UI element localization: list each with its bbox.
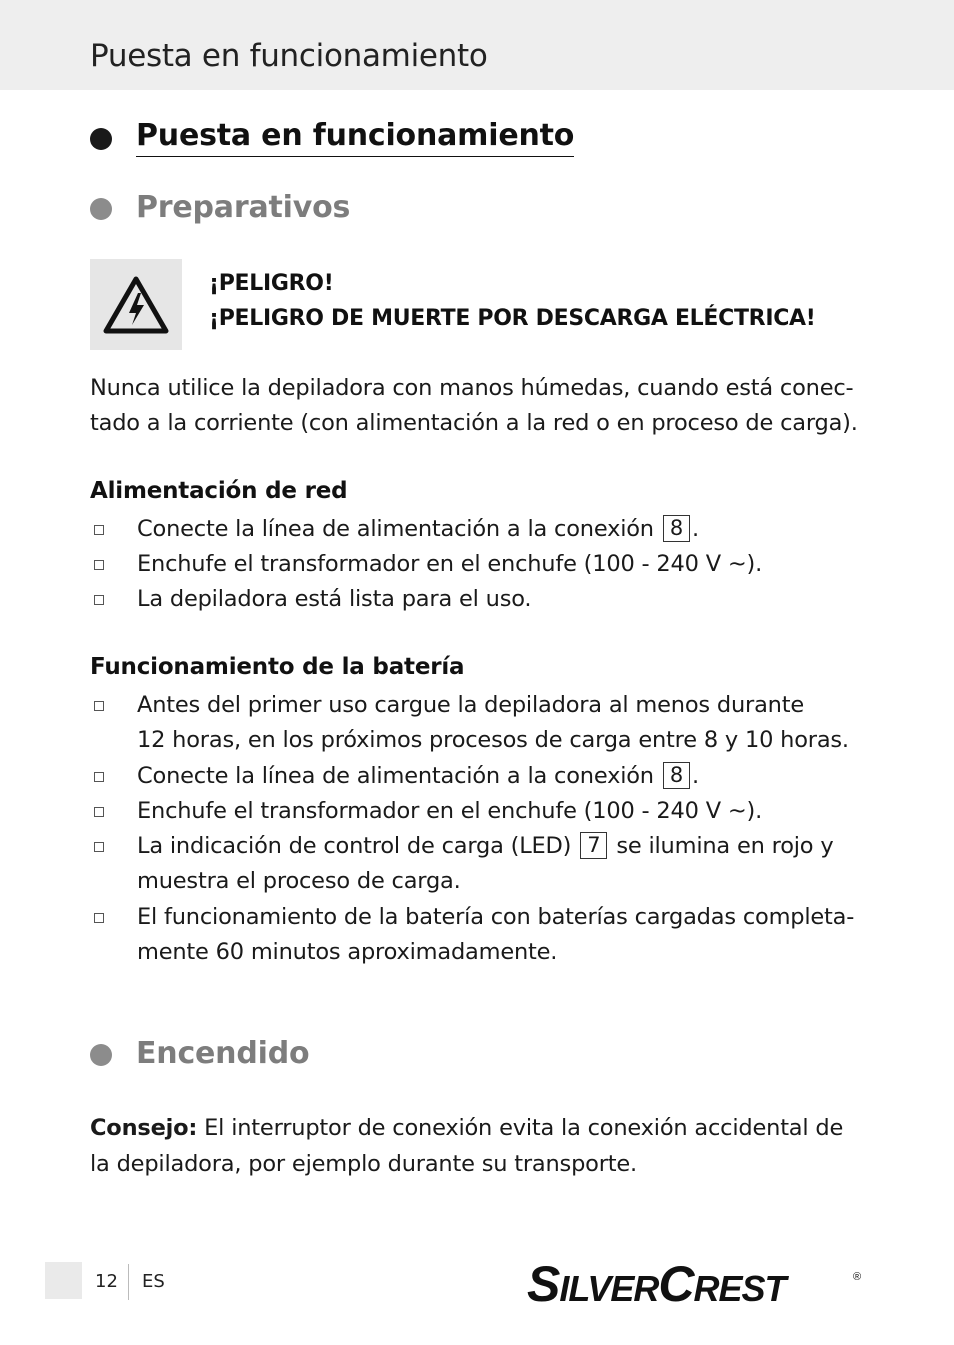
section-title-encendido: Encendido — [136, 1036, 310, 1071]
page-number: 12 — [95, 1271, 118, 1292]
footer-marker — [45, 1262, 82, 1299]
tip-paragraph — [90, 1110, 843, 1182]
item-line: muestra el proceso de carga. — [137, 868, 461, 894]
paragraph-line: Nunca utilice la depiladora con manos húmedas, cuando está conec- — [90, 375, 854, 401]
checkbox-icon — [94, 842, 104, 852]
item-text: La indicación de control de carga (LED) — [137, 833, 572, 859]
item-text-after: se ilumina en rojo y — [616, 833, 834, 859]
svg-text:SILVERCREST: SILVERCREST — [527, 1258, 786, 1308]
checkbox-icon — [94, 701, 104, 711]
warning-text — [209, 266, 816, 336]
checkbox-icon — [94, 560, 104, 570]
paragraph-line: tado a la corriente (con alimentación a la red o en proceso de carga). — [90, 410, 858, 436]
list-item-text: Enchufe el transformador en el enchufe (100 - 240 V ~). — [137, 798, 763, 824]
subheading-battery: Funcionamiento de la batería — [90, 654, 465, 680]
checkbox-icon — [94, 807, 104, 817]
item-line: mente 60 minutos aproximadamente. — [137, 939, 558, 965]
reference-number: 7 — [580, 832, 607, 859]
bullet-dot-icon — [90, 1044, 112, 1066]
item-text-after: . — [692, 516, 699, 542]
svg-text:®: ® — [853, 1271, 862, 1283]
list-item-text: Enchufe el transformador en el enchufe (100 - 240 V ~). — [137, 551, 763, 577]
section-title-preparativos: Preparativos — [136, 190, 351, 225]
warning-line-2: ¡PELIGRO DE MUERTE POR DESCARGA ELÉCTRICA! — [209, 306, 816, 331]
list-item-text — [137, 829, 833, 899]
list-item-text — [137, 688, 849, 758]
item-line: El funcionamiento de la batería con baterías cargadas completa- — [137, 904, 855, 930]
tip-text-line-2: la depiladora, por ejemplo durante su transporte. — [90, 1151, 637, 1177]
item-text: Conecte la línea de alimentación a la conexión — [137, 516, 654, 542]
bullet-dot-icon — [90, 128, 112, 150]
tip-label: Consejo: — [90, 1115, 198, 1141]
list-item-text — [137, 900, 854, 970]
list-item-text — [137, 759, 699, 794]
intro-paragraph — [90, 371, 858, 441]
checkbox-icon — [94, 772, 104, 782]
item-text-after: . — [692, 763, 699, 789]
reference-number: 8 — [663, 762, 690, 789]
subheading-mains: Alimentación de red — [90, 478, 348, 504]
tip-text: El interruptor de conexión evita la conexión accidental de — [197, 1115, 844, 1141]
reference-number: 8 — [663, 515, 690, 542]
checkbox-icon — [94, 525, 104, 535]
checkbox-icon — [94, 595, 104, 605]
footer-divider — [128, 1264, 129, 1300]
checkbox-icon — [94, 913, 104, 923]
warning-line-1: ¡PELIGRO! — [209, 271, 334, 296]
item-line: 12 horas, en los próximos procesos de carga entre 8 y 10 horas. — [137, 727, 849, 753]
page-header-title: Puesta en funcionamiento — [90, 38, 488, 74]
section-title-puesta: Puesta en funcionamiento — [136, 118, 574, 157]
language-code: ES — [142, 1271, 165, 1292]
bullet-dot-icon — [90, 198, 112, 220]
electric-hazard-icon — [90, 259, 182, 350]
list-item-text: La depiladora está lista para el uso. — [137, 586, 532, 612]
item-line: Antes del primer uso cargue la depiladora al menos durante — [137, 692, 805, 718]
list-item-text — [137, 512, 699, 547]
silvercrest-logo — [527, 1258, 867, 1308]
warning-icon-box — [90, 259, 182, 350]
item-text: Conecte la línea de alimentación a la conexión — [137, 763, 654, 789]
